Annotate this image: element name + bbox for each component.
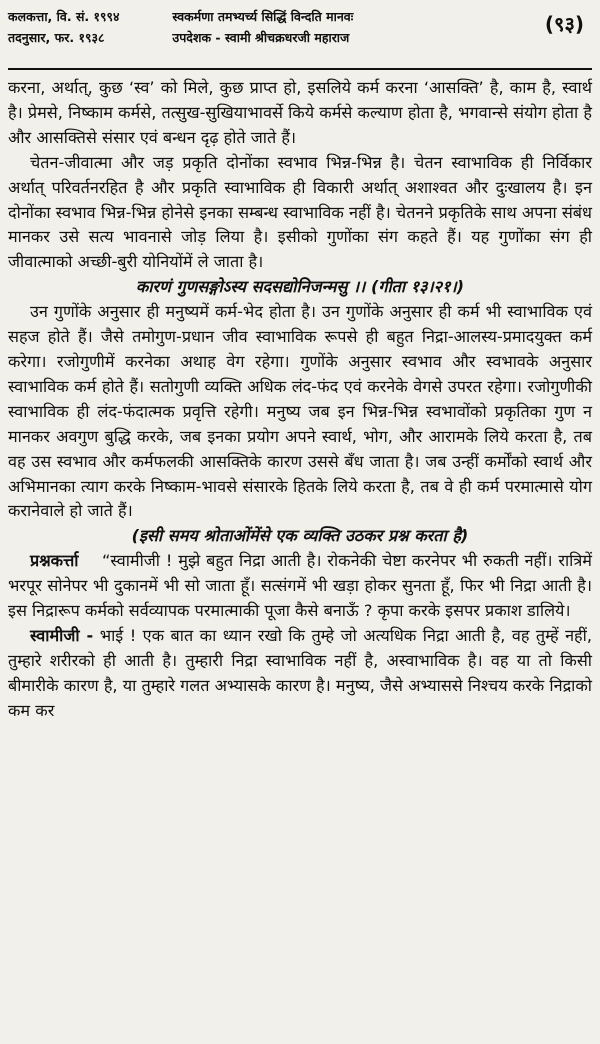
questioner-label: प्रश्नकर्त्ता <box>30 551 79 571</box>
header-place-date: कलकत्ता, वि. सं. १९९४ <box>8 9 120 24</box>
page-header <box>8 6 592 70</box>
narration-note: (इसी समय श्रोताओंमेंसे एक व्यक्ति उठकर प्रश्न करता है) <box>131 526 469 546</box>
header-row-top <box>8 6 592 27</box>
header-speaker: उपदेशक - स्वामी श्रीचक्रधरजी महाराज <box>172 30 350 45</box>
question-paragraph <box>8 549 592 624</box>
gita-verse-quote: कारणं गुणसङ्गोऽस्य सदसद्योनिजन्मसु ।। (गीता १३।२१।) <box>135 277 465 297</box>
paragraph-1: करना, अर्थात्, कुछ ‘स्व’ को मिले, कुछ प्राप्त हो, इसलिये कर्म करना ‘आसक्ति’ है, काम है, स्वार्थ है। प्रेमसे, निष्काम कर्मसे, तत्सुख-सुखियाभावर्से किये कर्मसे कल्याण होता है, भगवान्से संयोग होता है और आसक्तिसे संसार एवं बन्धन दृढ़ होते जाते हैं। <box>8 78 592 147</box>
header-corresponding-date: तदनुसार, फर. १९३८ <box>8 30 105 45</box>
question-text: “स्वामीजी ! मुझे बहुत निद्रा आती है। रोकनेकी चेष्टा करनेपर भी रुकती नहीं। रात्रिमें भरपूर सोनेपर भी दुकानमें भी सो जाता हूँ। सत्संगमें भी खड़ा होकर सुनता हूँ, फिर भी निद्रा आती है। इस निद्रारूप कर्मको सर्वव्यापक परमात्माकी पूजा कैसे बनाऊँ ? कृपा करके इसपर प्रकाश डालिये। <box>8 551 592 621</box>
header-motto: स्वकर्मणा तमभ्यर्च्य सिद्धिं विन्दति मानवः <box>172 9 354 24</box>
answer-text: भाई ! एक बात का ध्यान रखो कि तुम्हे जो अत्यधिक निद्रा आती है, वह तुम्हें नहीं, तुम्हारे शरीरको ही आती है। तुम्हारी निद्रा स्वाभाविक नहीं है, अस्वाभाविक है। वह या तो किसी बीमारीके कारण है, या तुम्हारे गलत अभ्यासके कारण है। मनुष्य, जैसे अभ्याससे निश्चय करके निद्राको कम कर <box>8 625 592 720</box>
paragraph-3: उन गुणोंके अनुसार ही मनुष्यमें कर्म-भेद होता है। उन गुणोंके अनुसार ही कर्म भी स्वाभाविक एवं सहज होते हैं। जैसे तमोगुण-प्रधान जीव स्वाभाविक रूपसे ही बहुत निद्रा-आलस्य-प्रमादयुक्त कर्म करेगा। रजोगुणीमें करनेका अथाह वेग रहेगा। गुणोंके अनुसार स्वभाव और स्वभावके अनुसार स्वाभाविक कर्म होते हैं। सतोगुणी व्यक्ति अधिक लंद-फंद एवं करनेके वेगसे उपरत रहेगा। रजोगुणीकी स्वाभाविक ही लंद-फंदात्मक प्रवृत्ति रहेगी। मनुष्य जब इन भिन्न-भिन्न स्वभावोंको प्रकृतिका गुण न मानकर अवगुण बुद्धि करके, जब इनका प्रयोग अपने स्वार्थ, भोग, और आरामके लिये करता है, तब वह उस स्वभाव और कर्मफलकी आसक्तिके कारण उससे बँध जाता है। जब उन्हीं कर्मोंको स्वार्थ और अभिमानका त्याग करके निष्काम-भावसे संसारके हितके लिये करता है, तब वे ही कर्म परमात्मासे योग करानेवाले हो जाते हैं। <box>8 302 592 521</box>
page-body <box>8 76 592 724</box>
answer-paragraph <box>8 624 592 724</box>
swami-label: स्वामीजी - <box>30 625 94 645</box>
header-row-bottom <box>8 27 592 48</box>
paragraph-2: चेतन-जीवात्मा और जड़ प्रकृति दोनोंका स्वभाव भिन्न-भिन्न है। चेतन स्वाभाविक ही निर्विकार अर्थात् परिवर्तनरहित है और प्रकृति स्वाभाविक ही विकारी अर्थात् अशाश्वत और दुःखालय है। इन दोनोंका स्वभाव भिन्न-भिन्न होनेसे इनका सम्बन्ध स्वाभाविक नहीं है। चेतनने प्रकृतिके साथ अपना संबंध मानकर उसे सत्य भावनासे जोड़ लिया है। इसीको गुणोंका संग कहते हैं। यह गुणोंका संग ही जीवात्माको अच्छी-बुरी योनियोंमें ले जाता है। <box>8 152 592 272</box>
page-number: (९३) <box>544 12 584 36</box>
